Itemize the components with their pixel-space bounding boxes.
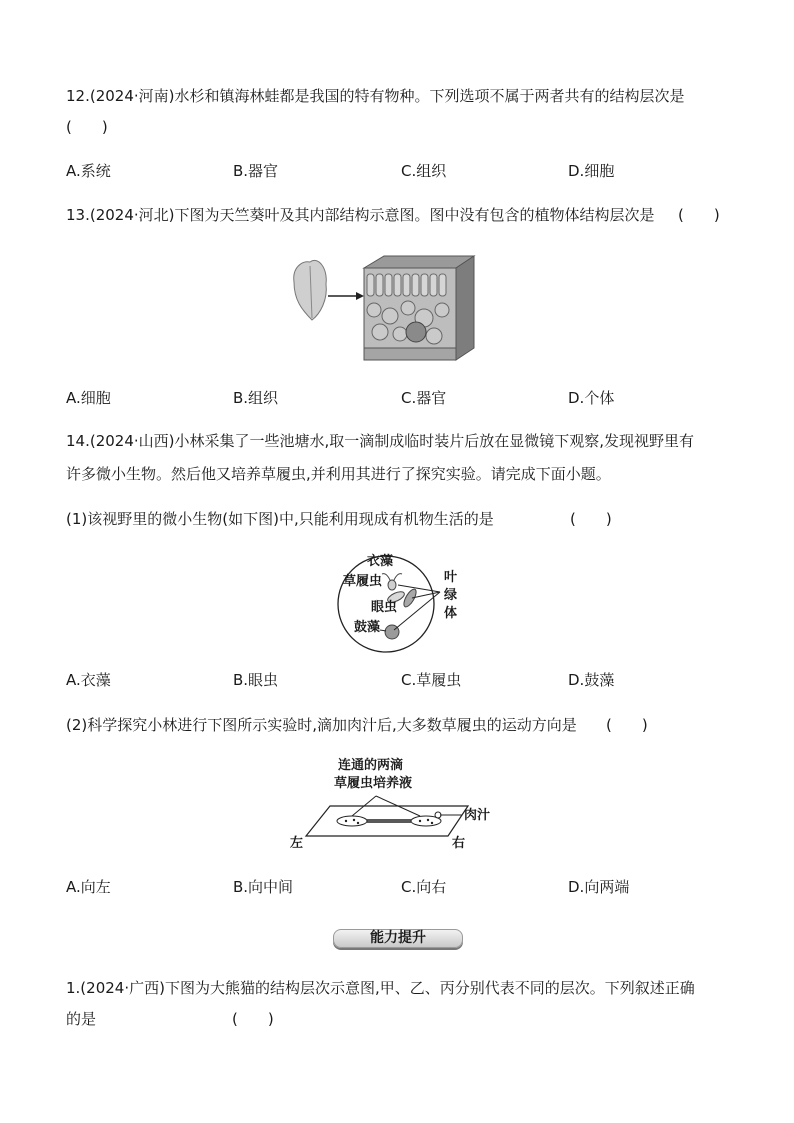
n1-stem-line2: 的是 (66, 1010, 97, 1028)
q14-sub2-option-d: D.向两端 (568, 878, 630, 896)
paramecium-experiment-figure (286, 758, 516, 856)
q13-stem: 13.(2024·河北)下图为天竺葵叶及其内部结构示意图。图中没有包含的植物体结构层次是 (66, 206, 655, 224)
label-peiyangye: 草履虫培养液 (334, 776, 413, 791)
q14-sub2-option-a: A.向左 (66, 878, 111, 896)
leaf-structure-illustration (288, 248, 488, 368)
label-guzao: 鼓藻 (354, 620, 381, 635)
section-title: 能力提升 (333, 929, 463, 948)
q14-stem-line1: 14.(2024·山西)小林采集了一些池塘水,取一滴制成临时装片后放在显微镜下观察,发现视野里有 (66, 432, 695, 450)
q14-sub1-option-d: D.鼓藻 (568, 671, 615, 689)
q12-option-a: A.系统 (66, 162, 111, 180)
q13-option-a: A.细胞 (66, 389, 111, 407)
q14-sub2-options (66, 876, 736, 898)
q13-options (66, 387, 736, 409)
label-lv: 绿 (444, 588, 458, 603)
label-caolvchong: 草履虫 (343, 574, 383, 589)
label-yanchong: 眼虫 (371, 600, 398, 615)
q12-stem: 12.(2024·河南)水杉和镇海林蛙都是我国的特有物种。下列选项不属于两者共有的结构层次是 (66, 87, 685, 105)
q14-sub1-answer-paren: ( ) (570, 510, 612, 528)
label-rouzhi: 肉汁 (464, 808, 491, 823)
q12-answer-paren: ( ) (66, 118, 108, 136)
q14-sub2-option-c: C.向右 (401, 878, 447, 896)
q12-option-d: D.细胞 (568, 162, 615, 180)
q13-option-b: B.组织 (233, 389, 279, 407)
q14-sub1-option-a: A.衣藻 (66, 671, 111, 689)
n1-answer-paren: ( ) (232, 1010, 274, 1028)
microscope-field-circle (334, 552, 468, 656)
q13-option-c: C.器官 (401, 389, 447, 407)
q14-stem-line2: 许多微小生物。然后他又培养草履虫,并利用其进行了探究实验。请完成下面小题。 (66, 465, 611, 483)
q14-sub1-options (66, 669, 736, 691)
q12-option-c: C.组织 (401, 162, 447, 180)
label-right: 右 (452, 836, 466, 851)
label-left: 左 (290, 836, 304, 851)
n1-stem-line1: 1.(2024·广西)下图为大熊猫的结构层次示意图,甲、乙、丙分别代表不同的层次。下列叙述正确 (66, 979, 695, 997)
microorganism-view-figure (334, 552, 468, 656)
label-ti: 体 (444, 606, 458, 621)
q13-option-d: D.个体 (568, 389, 615, 407)
q14-sub2-answer-paren: ( ) (606, 716, 648, 734)
q13-answer-paren: ( ) (678, 206, 720, 224)
q14-sub2-stem: (2)科学探究小林进行下图所示实验时,滴加肉汁后,大多数草履虫的运动方向是 (66, 716, 577, 734)
q14-sub1-stem: (1)该视野里的微小生物(如下图)中,只能利用现成有机物生活的是 (66, 510, 494, 528)
label-yizao: 衣藻 (367, 554, 394, 569)
q14-sub1-option-c: C.草履虫 (401, 671, 462, 689)
q14-sub2-option-b: B.向中间 (233, 878, 294, 896)
q14-sub1-option-b: B.眼虫 (233, 671, 279, 689)
leaf-structure-figure (288, 248, 488, 368)
label-ye: 叶 (444, 570, 458, 585)
label-liantong: 连通的两滴 (338, 758, 404, 773)
q12-options (66, 160, 736, 182)
q12-option-b: B.器官 (233, 162, 279, 180)
